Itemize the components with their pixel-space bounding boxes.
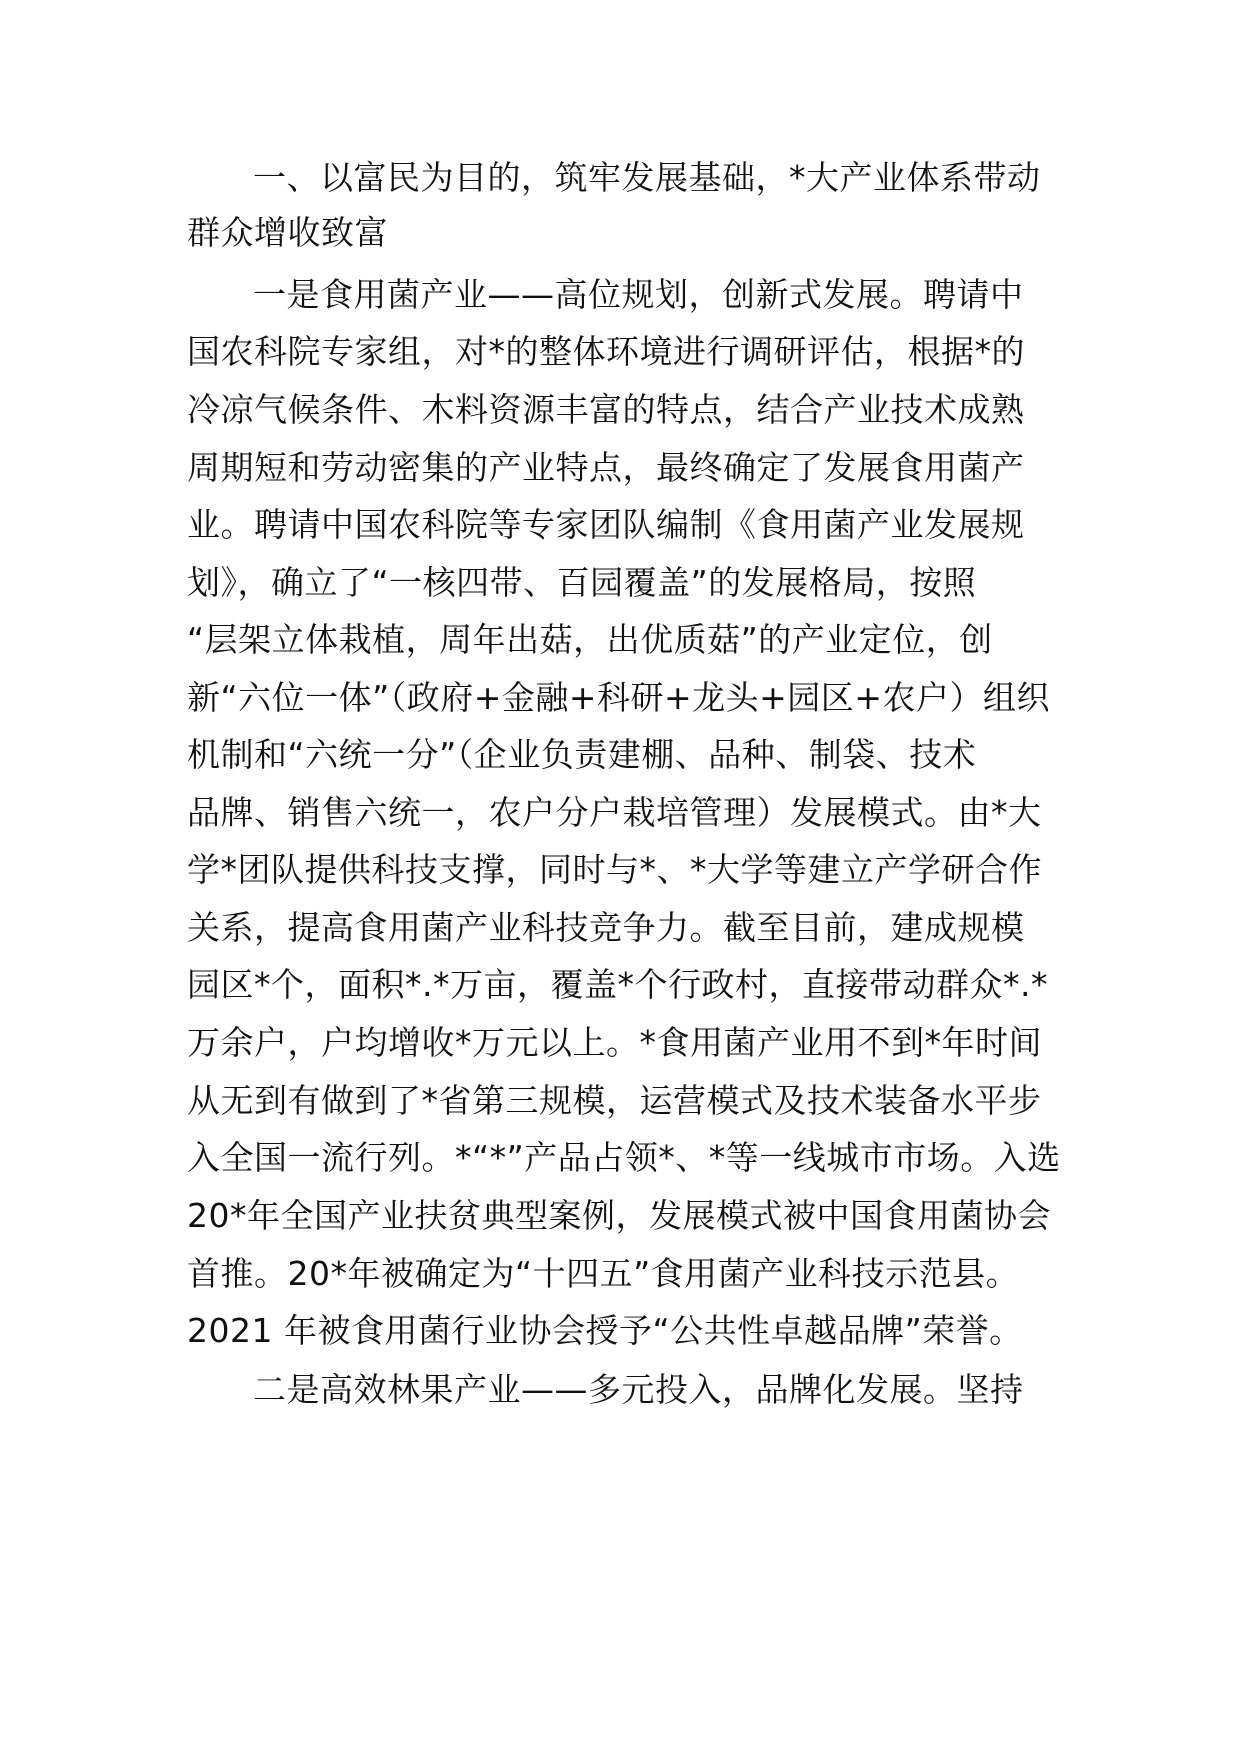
paragraph-line: 冷凉气候条件、木料资源丰富的特点，结合产业技术成熟 xyxy=(187,390,1025,429)
paragraph-line: 业。聘请中国农科院等专家团队编制《食用菌产业发展规 xyxy=(187,505,1025,544)
paragraph-line: 周期短和劳动密集的产业特点，最终确定了发展食用菌产 xyxy=(187,448,1025,487)
section-heading-line-2: 群众增收致富 xyxy=(187,213,388,252)
paragraph-line: 2021 年被食用菌行业协会授予“公共性卓越品牌”荣誉。 xyxy=(187,1311,1023,1350)
paragraph-line: 万余户，户均增收*万元以上。*食用菌产业用不到*年时间 xyxy=(187,1023,1042,1062)
paragraph-line: 国农科院专家组，对*的整体环境进行调研评估，根据*的 xyxy=(187,332,1025,371)
paragraph-line: 20*年全国产业扶贫典型案例，发展模式被中国食用菌协会 xyxy=(187,1196,1051,1235)
paragraph-line: 新“六位一体”（政府+金融+科研+龙头+园区+农户）组织 xyxy=(187,678,1050,717)
paragraph-line: 一是食用菌产业——高位规划，创新式发展。聘请中 xyxy=(253,275,1024,314)
paragraph-line: 品牌、销售六统一，农户分户栽培管理）发展模式。由*大 xyxy=(187,793,1042,832)
paragraph-line: 关系，提高食用菌产业科技竞争力。截至目前，建成规模 xyxy=(187,908,1025,947)
paragraph-line: 从无到有做到了*省第三规模，运营模式及技术装备水平步 xyxy=(187,1081,1042,1120)
paragraph-line: 园区*个，面积*.*万亩，覆盖*个行政村，直接带动群众*.* xyxy=(187,965,1048,1004)
paragraph-line: “层架立体栽植，周年出菇，出优质菇”的产业定位，创 xyxy=(187,620,993,659)
paragraph-line: 首推。20*年被确定为“十四五”食用菌产业科技示范县。 xyxy=(187,1254,1020,1293)
paragraph-line: 学*团队提供科技支撑，同时与*、*大学等建立产学研合作 xyxy=(187,850,1042,889)
paragraph-line: 二是高效林果产业——多元投入，品牌化发展。坚持 xyxy=(253,1370,1024,1409)
paragraph-line: 入全国一流行列。*“*”产品占领*、*等一线城市市场。入选 xyxy=(187,1138,1061,1177)
paragraph-line: 机制和“六统一分”（企业负责建棚、品种、制袋、技术 xyxy=(187,735,977,774)
section-heading-line-1: 一、以富民为目的，筑牢发展基础，*大产业体系带动 xyxy=(253,158,1041,197)
paragraph-line: 划》，确立了“一核四带、百园覆盖”的发展格局，按照 xyxy=(187,563,977,602)
